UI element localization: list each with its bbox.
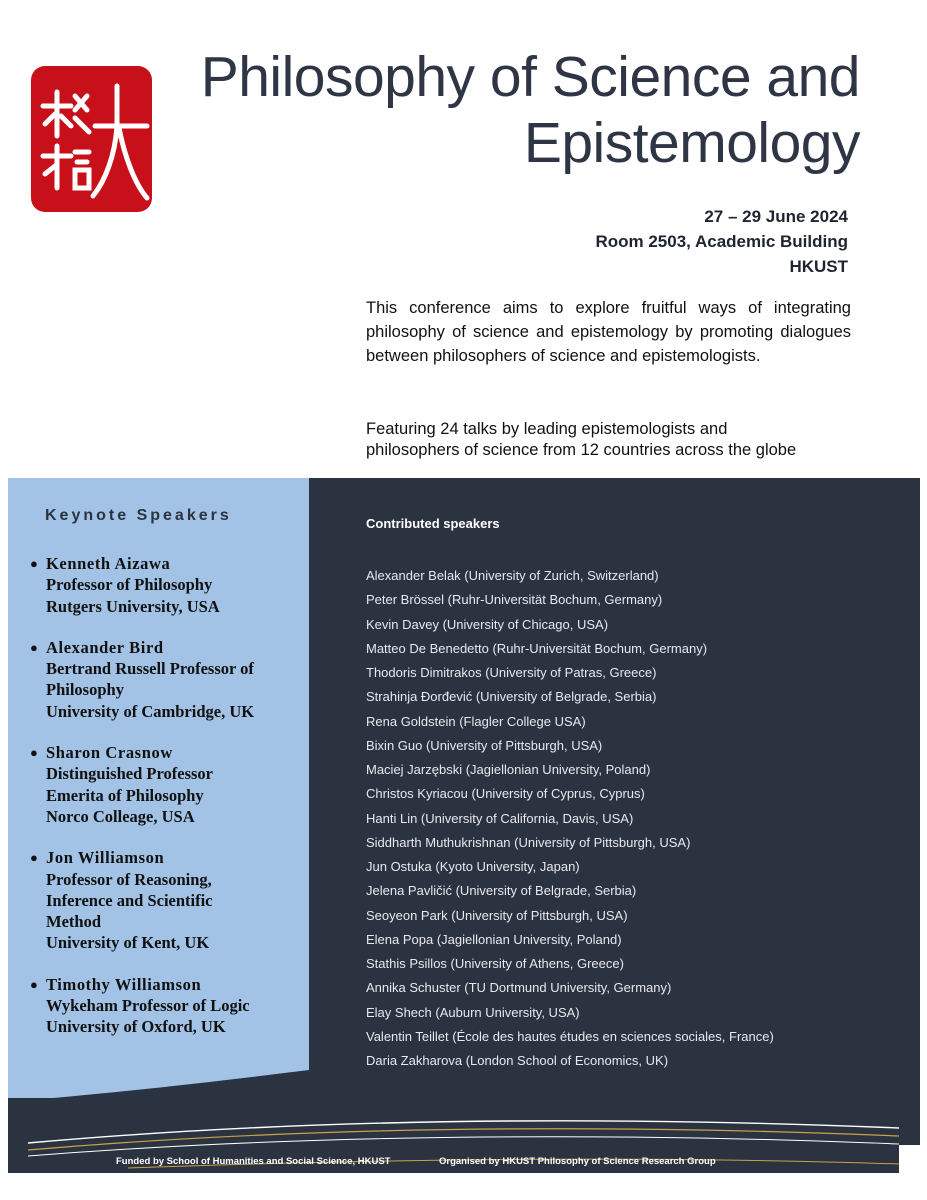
contributed-speaker: Maciej Jarzębski (Jagiellonian University, Poland) <box>366 762 651 777</box>
contributed-speaker: Seoyeon Park (University of Pittsburgh, USA) <box>366 907 628 923</box>
keynote-speaker-detail: Distinguished Professor <box>46 764 213 784</box>
contributed-speaker: Kevin Davey (University of Chicago, USA) <box>366 616 609 632</box>
keynote-speaker-name: Timothy Williamson <box>46 974 202 994</box>
keynote-speaker <box>30 637 305 722</box>
contributed-speaker: Siddharth Muthukrishnan (University of Pittsburgh, USA) <box>366 834 691 850</box>
seal-logo-icon <box>31 66 152 212</box>
bullet-icon: ● <box>30 976 38 992</box>
keynote-speaker-detail: Wykeham Professor of Logic <box>46 996 250 1016</box>
keynote-speaker-detail: University of Oxford, UK <box>46 1017 226 1037</box>
keynote-speaker-detail: Method <box>46 912 101 932</box>
contributed-speaker: Elena Popa (Jagiellonian University, Poland) <box>366 931 622 947</box>
keynote-list <box>30 553 305 1058</box>
funded-by-text: Funded by School of Humanities and Social Science, HKUST <box>116 1156 391 1167</box>
keynote-speaker-detail: Rutgers University, USA <box>46 596 220 616</box>
organised-by-text: Organised by HKUST Philosophy of Science Research Group <box>439 1156 716 1167</box>
title-line-1: Philosophy of Science and <box>200 45 860 109</box>
keynote-speaker-name: Sharon Crasnow <box>46 743 173 763</box>
contributed-speaker: Alexander Belak (University of Zurich, Switzerland) <box>366 568 659 583</box>
contributed-heading: Contributed speakers <box>366 516 500 531</box>
contributed-speaker: Stathis Psillos (University of Athens, Greece) <box>366 956 624 971</box>
contributed-speaker: Jun Ostuka (Kyoto University, Japan) <box>366 859 580 874</box>
keynote-speaker-name: Jon Williamson <box>46 848 165 868</box>
contributed-speaker: Christos Kyriacou (University of Cyprus, Cyprus) <box>366 786 645 802</box>
contributed-speaker: Daria Zakharova (London School of Economics, UK) <box>366 1053 669 1068</box>
contributed-speaker: Jelena Pavličić (University of Belgrade, Serbia) <box>366 883 637 899</box>
contributed-speaker: Strahinja Đorđević (University of Belgrade, Serbia) <box>366 689 657 705</box>
keynote-speaker <box>30 553 305 617</box>
contributed-speaker: Peter Brössel (Ruhr-Universität Bochum, Germany) <box>366 592 663 608</box>
keynote-speaker <box>30 974 305 1038</box>
featuring-line-1: Featuring 24 talks by leading epistemologists and <box>366 420 728 438</box>
contributed-speaker: Matteo De Benedetto (Ruhr-Universität Bochum, Germany) <box>366 640 708 656</box>
bullet-icon: ● <box>30 850 38 866</box>
contributed-speaker: Rena Goldstein (Flagler College USA) <box>366 713 586 729</box>
keynote-speaker-detail: University of Kent, UK <box>46 933 210 953</box>
contributed-list <box>366 564 774 1073</box>
page-title <box>200 44 860 176</box>
bullet-icon: ● <box>30 556 38 571</box>
keynote-speaker <box>30 847 305 953</box>
contributed-speaker: Thodoris Dimitrakos (University of Patras, Greece) <box>366 665 657 680</box>
featuring-line-2: philosophers of science from 12 countries across the globe <box>366 441 797 459</box>
event-date: 27 – 29 June 2024 <box>704 207 848 226</box>
keynote-speaker-detail: Professor of Philosophy <box>46 575 213 595</box>
contributed-speaker: Valentin Teillet (École des hautes études en sciences sociales, France) <box>366 1028 774 1044</box>
seal-logo <box>31 66 152 212</box>
keynote-speaker-detail: Philosophy <box>46 680 124 700</box>
event-details <box>400 204 848 279</box>
keynote-speaker-detail: Professor of Reasoning, <box>46 869 212 889</box>
keynote-heading: Keynote Speakers <box>45 507 232 524</box>
featuring-text <box>366 419 856 461</box>
bullet-icon: ● <box>30 639 38 655</box>
contributed-speaker: Elay Shech (Auburn University, USA) <box>366 1004 580 1020</box>
keynote-speaker-detail: Inference and Scientific <box>46 890 213 910</box>
contributed-speaker: Bixin Guo (University of Pittsburgh, USA) <box>366 737 603 753</box>
event-venue: HKUST <box>789 257 848 276</box>
keynote-speaker-name: Kenneth Aizawa <box>46 554 171 573</box>
keynote-speaker-detail: Norco Colleage, USA <box>46 806 195 826</box>
bullet-icon: ● <box>30 745 38 761</box>
event-room: Room 2503, Academic Building <box>595 232 848 251</box>
keynote-speaker <box>30 742 305 827</box>
keynote-speaker-detail: Bertrand Russell Professor of <box>46 659 254 679</box>
contributed-speaker: Annika Schuster (TU Dortmund University, Germany) <box>366 980 672 996</box>
keynote-speaker-name: Alexander Bird <box>46 637 164 657</box>
keynote-speaker-detail: Emerita of Philosophy <box>46 785 204 805</box>
conference-description: This conference aims to explore fruitful ways of integrating philosophy of science and epistemology by promoting dialogues between philosophers of science and epistemologists. <box>366 299 851 365</box>
title-line-2: Epistemology <box>523 111 860 175</box>
keynote-speaker-detail: University of Cambridge, UK <box>46 701 255 721</box>
contributed-speaker: Hanti Lin (University of California, Davis, USA) <box>366 810 634 826</box>
